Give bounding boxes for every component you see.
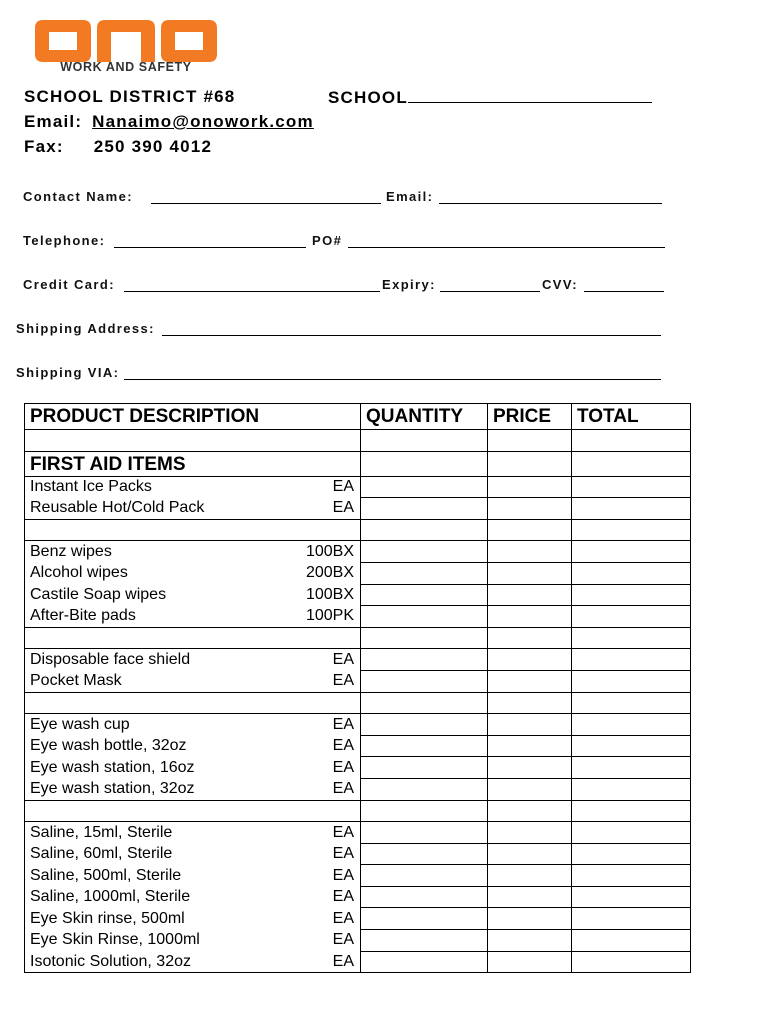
price-cell[interactable]	[488, 714, 572, 736]
total-cell[interactable]	[572, 757, 691, 779]
contact-name-line[interactable]	[151, 203, 381, 204]
price-cell[interactable]	[488, 476, 572, 498]
price-cell[interactable]	[488, 886, 572, 908]
district-title: SCHOOL DISTRICT #68	[24, 87, 236, 106]
quantity-cell[interactable]	[361, 908, 488, 930]
category-row	[25, 451, 691, 476]
quantity-cell[interactable]	[361, 562, 488, 584]
total-cell[interactable]	[572, 692, 691, 714]
quantity-cell[interactable]	[361, 757, 488, 779]
table-row	[25, 951, 691, 973]
item-unit: EA	[296, 735, 361, 757]
price-cell[interactable]	[488, 843, 572, 865]
expiry-line[interactable]	[440, 291, 540, 292]
item-unit: 100BX	[296, 541, 361, 563]
item-description: Eye Skin Rinse, 1000ml	[25, 930, 296, 952]
quantity-cell[interactable]	[361, 670, 488, 692]
total-cell[interactable]	[572, 451, 691, 476]
po-label: PO#	[312, 233, 343, 248]
quantity-cell[interactable]	[361, 430, 488, 452]
table-row	[25, 843, 691, 865]
contact-email-line[interactable]	[439, 203, 662, 204]
quantity-cell[interactable]	[361, 476, 488, 498]
table-row	[25, 649, 691, 671]
school-blank[interactable]	[408, 87, 652, 103]
order-table	[24, 403, 691, 973]
total-cell[interactable]	[572, 908, 691, 930]
total-cell[interactable]	[572, 606, 691, 628]
total-cell[interactable]	[572, 951, 691, 973]
price-cell[interactable]	[488, 519, 572, 541]
quantity-cell[interactable]	[361, 800, 488, 822]
header-spacer	[296, 404, 361, 430]
quantity-cell[interactable]	[361, 735, 488, 757]
item-unit: EA	[296, 886, 361, 908]
quantity-cell[interactable]	[361, 865, 488, 887]
price-cell[interactable]	[488, 670, 572, 692]
po-line[interactable]	[348, 247, 665, 248]
total-cell[interactable]	[572, 670, 691, 692]
shipping-via-line[interactable]	[124, 379, 661, 380]
email-line	[24, 112, 314, 132]
item-description: Disposable face shield	[25, 649, 296, 671]
item-description: Instant Ice Packs	[25, 476, 296, 498]
table-row	[25, 735, 691, 757]
item-description: Eye wash station, 16oz	[25, 757, 296, 779]
item-description: Eye Skin rinse, 500ml	[25, 908, 296, 930]
quantity-cell[interactable]	[361, 843, 488, 865]
quantity-cell[interactable]	[361, 606, 488, 628]
contact-name-label: Contact Name:	[23, 189, 133, 204]
price-cell[interactable]	[488, 757, 572, 779]
school-label: SCHOOL	[328, 88, 408, 107]
item-description: Eye wash bottle, 32oz	[25, 735, 296, 757]
item-description: Reusable Hot/Cold Pack	[25, 498, 296, 520]
item-unit: EA	[296, 476, 361, 498]
logo-tagline: WORK AND SAFETY	[60, 60, 192, 74]
email-link[interactable]: Nanaimo@onowork.com	[92, 112, 314, 131]
telephone-line[interactable]	[114, 247, 306, 248]
total-cell[interactable]	[572, 843, 691, 865]
item-description	[25, 430, 296, 452]
table-row	[25, 714, 691, 736]
price-cell[interactable]	[488, 800, 572, 822]
item-description	[25, 692, 296, 714]
item-description	[25, 519, 296, 541]
blank-row	[25, 692, 691, 714]
table-row	[25, 778, 691, 800]
table-row	[25, 498, 691, 520]
item-description: Saline, 500ml, Sterile	[25, 865, 296, 887]
item-unit: EA	[296, 822, 361, 844]
item-unit: EA	[296, 951, 361, 973]
credit-card-line[interactable]	[124, 291, 380, 292]
total-cell[interactable]	[572, 584, 691, 606]
quantity-cell[interactable]	[361, 541, 488, 563]
cvv-line[interactable]	[584, 291, 664, 292]
table-row	[25, 562, 691, 584]
quantity-cell[interactable]	[361, 627, 488, 649]
item-unit: EA	[296, 778, 361, 800]
credit-card-label: Credit Card:	[23, 277, 115, 292]
fax-label: Fax:	[24, 137, 64, 156]
price-cell[interactable]	[488, 562, 572, 584]
table-row	[25, 930, 691, 952]
item-unit: EA	[296, 865, 361, 887]
header-quantity: QUANTITY	[361, 404, 488, 430]
total-cell[interactable]	[572, 649, 691, 671]
total-cell[interactable]	[572, 930, 691, 952]
total-cell[interactable]	[572, 519, 691, 541]
table-row	[25, 670, 691, 692]
blank-row	[25, 519, 691, 541]
item-unit: EA	[296, 843, 361, 865]
price-cell[interactable]	[488, 451, 572, 476]
item-description: Isotonic Solution, 32oz	[25, 951, 296, 973]
item-description: Eye wash cup	[25, 714, 296, 736]
item-unit: EA	[296, 908, 361, 930]
price-cell[interactable]	[488, 865, 572, 887]
total-cell[interactable]	[572, 714, 691, 736]
item-unit	[296, 800, 361, 822]
quantity-cell[interactable]	[361, 519, 488, 541]
table-row	[25, 606, 691, 628]
blank-row	[25, 627, 691, 649]
total-cell[interactable]	[572, 886, 691, 908]
quantity-cell[interactable]	[361, 649, 488, 671]
item-unit	[296, 627, 361, 649]
table-row	[25, 584, 691, 606]
item-unit	[296, 519, 361, 541]
table-row	[25, 757, 691, 779]
total-cell[interactable]	[572, 430, 691, 452]
cvv-label: CVV:	[542, 277, 578, 292]
blank-row	[25, 800, 691, 822]
price-cell[interactable]	[488, 430, 572, 452]
contact-email-label: Email:	[386, 189, 434, 204]
shipping-address-label: Shipping Address:	[16, 321, 155, 336]
fax-line	[24, 137, 212, 157]
quantity-cell[interactable]	[361, 498, 488, 520]
item-description: Pocket Mask	[25, 670, 296, 692]
shipping-address-line[interactable]	[162, 335, 661, 336]
item-unit: EA	[296, 649, 361, 671]
header-total: TOTAL	[572, 404, 691, 430]
shipping-via-label: Shipping VIA:	[16, 365, 120, 380]
expiry-label: Expiry:	[382, 277, 436, 292]
item-unit: EA	[296, 757, 361, 779]
item-unit: 100PK	[296, 606, 361, 628]
item-description	[25, 627, 296, 649]
total-cell[interactable]	[572, 800, 691, 822]
quantity-cell[interactable]	[361, 692, 488, 714]
quantity-cell[interactable]	[361, 451, 488, 476]
item-description: Saline, 15ml, Sterile	[25, 822, 296, 844]
item-unit: EA	[296, 670, 361, 692]
header-product-description: PRODUCT DESCRIPTION	[25, 404, 296, 430]
item-description: Eye wash station, 32oz	[25, 778, 296, 800]
blank-row	[25, 430, 691, 452]
item-unit: 100BX	[296, 584, 361, 606]
price-cell[interactable]	[488, 822, 572, 844]
item-description: Benz wipes	[25, 541, 296, 563]
ono-wordmark-icon	[35, 20, 217, 62]
table-row	[25, 886, 691, 908]
table-row	[25, 541, 691, 563]
item-unit: 200BX	[296, 562, 361, 584]
price-cell[interactable]	[488, 735, 572, 757]
total-cell[interactable]	[572, 627, 691, 649]
table-row	[25, 476, 691, 498]
item-description: Alcohol wipes	[25, 562, 296, 584]
quantity-cell[interactable]	[361, 584, 488, 606]
quantity-cell[interactable]	[361, 714, 488, 736]
header-price: PRICE	[488, 404, 572, 430]
item-description: Castile Soap wipes	[25, 584, 296, 606]
item-unit	[296, 692, 361, 714]
price-cell[interactable]	[488, 778, 572, 800]
item-unit: EA	[296, 498, 361, 520]
item-unit	[296, 451, 361, 476]
telephone-label: Telephone:	[23, 233, 106, 248]
item-description	[25, 800, 296, 822]
total-cell[interactable]	[572, 822, 691, 844]
quantity-cell[interactable]	[361, 822, 488, 844]
table-row	[25, 822, 691, 844]
price-cell[interactable]	[488, 541, 572, 563]
total-cell[interactable]	[572, 865, 691, 887]
item-description: Saline, 60ml, Sterile	[25, 843, 296, 865]
total-cell[interactable]	[572, 562, 691, 584]
table-row	[25, 908, 691, 930]
price-cell[interactable]	[488, 930, 572, 952]
fax-number: 250 390 4012	[93, 137, 213, 156]
price-cell[interactable]	[488, 692, 572, 714]
item-description: After-Bite pads	[25, 606, 296, 628]
item-description: Saline, 1000ml, Sterile	[25, 886, 296, 908]
quantity-cell[interactable]	[361, 951, 488, 973]
school-field[interactable]	[328, 87, 652, 108]
price-cell[interactable]	[488, 908, 572, 930]
price-cell[interactable]	[488, 606, 572, 628]
price-cell[interactable]	[488, 649, 572, 671]
category-title: FIRST AID ITEMS	[25, 451, 296, 476]
email-label: Email:	[24, 112, 83, 131]
item-unit	[296, 430, 361, 452]
total-cell[interactable]	[572, 498, 691, 520]
price-cell[interactable]	[488, 627, 572, 649]
total-cell[interactable]	[572, 778, 691, 800]
price-cell[interactable]	[488, 498, 572, 520]
total-cell[interactable]	[572, 476, 691, 498]
quantity-cell[interactable]	[361, 778, 488, 800]
total-cell[interactable]	[572, 541, 691, 563]
table-row	[25, 865, 691, 887]
price-cell[interactable]	[488, 951, 572, 973]
item-unit: EA	[296, 930, 361, 952]
quantity-cell[interactable]	[361, 930, 488, 952]
price-cell[interactable]	[488, 584, 572, 606]
table-header-row	[25, 404, 691, 430]
total-cell[interactable]	[572, 735, 691, 757]
quantity-cell[interactable]	[361, 886, 488, 908]
item-unit: EA	[296, 714, 361, 736]
